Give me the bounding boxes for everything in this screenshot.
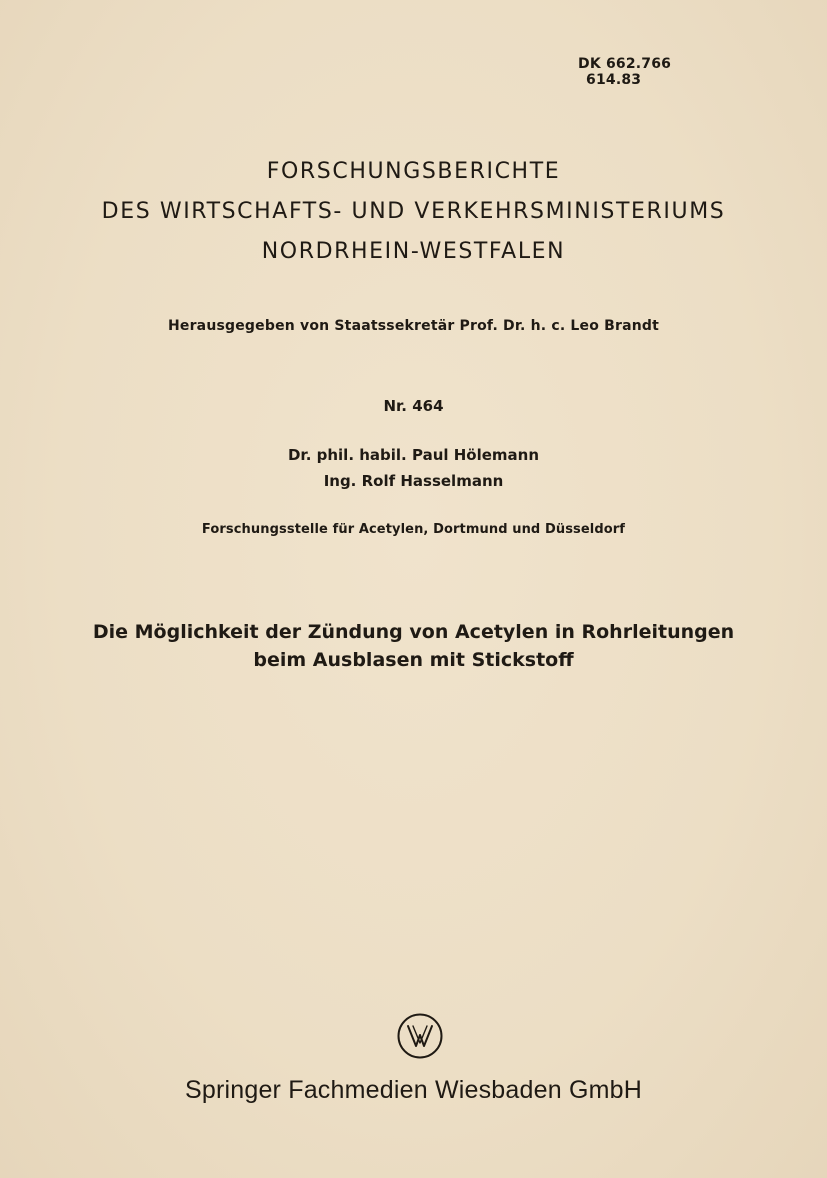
authors: [0, 442, 827, 494]
report-title-line-1: Die Möglichkeit der Zündung von Acetylen in Rohrleitungen: [92, 621, 735, 643]
classification-line-2: 614.83: [586, 72, 642, 88]
report-title-line-2: beim Ausblasen mit Stickstoff: [253, 649, 574, 671]
series-title: [0, 152, 827, 272]
classification-number: [560, 56, 700, 88]
author-2: Ing. Rolf Hasselmann: [323, 472, 504, 490]
series-title-line-2: DES WIRTSCHAFTS- UND VERKEHRSMINISTERIUMS: [101, 199, 726, 224]
classification-line-1: DK 662.766: [578, 56, 672, 72]
author-1: Dr. phil. habil. Paul Hölemann: [287, 446, 540, 464]
springer-vw-monogram-icon: [396, 1012, 444, 1060]
report-number: Nr. 464: [383, 397, 444, 415]
editor-line: Herausgegeben von Staatssekretär Prof. Dr. h. c. Leo Brandt: [167, 318, 660, 334]
publisher-name: Springer Fachmedien Wiesbaden GmbH: [184, 1076, 642, 1104]
series-title-line-1: FORSCHUNGSBERICHTE: [266, 159, 561, 184]
institute: Forschungsstelle für Acetylen, Dortmund und Düsseldorf: [201, 522, 626, 537]
series-title-line-3: NORDRHEIN-WESTFALEN: [261, 239, 566, 264]
report-title: [0, 618, 827, 674]
